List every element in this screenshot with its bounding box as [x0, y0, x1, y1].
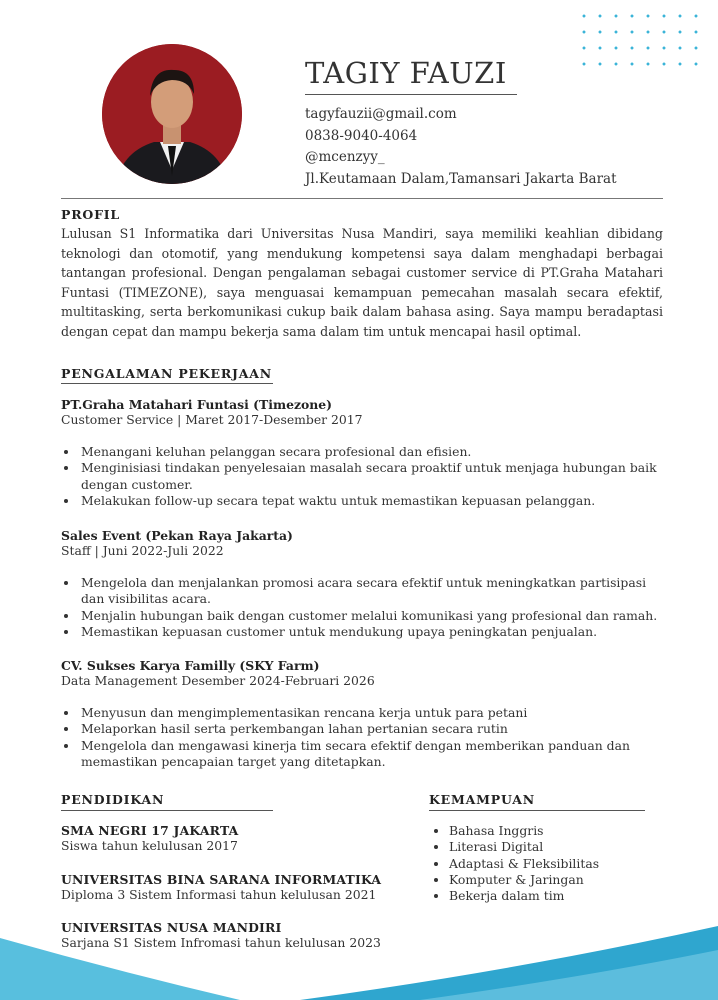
- profile-photo: [102, 44, 242, 184]
- experience-divider: [61, 383, 273, 384]
- job-duties: [61, 705, 661, 770]
- job-role: Customer Service | Maret 2017-Desember 2017: [61, 412, 363, 427]
- list-item: • Memastikan kepuasan customer untuk mendukung upaya peningkatan penjualan.: [79, 624, 661, 640]
- job-duties: [61, 575, 661, 640]
- job-duties: [61, 444, 661, 509]
- education-entry: [61, 823, 239, 853]
- list-item: • Melakukan follow-up secara tepat waktu untuk memastikan kepuasan pelanggan.: [79, 493, 661, 509]
- skills-divider: [429, 810, 645, 811]
- phone-text: 0838-9040-4064: [305, 127, 418, 144]
- list-item: • Menjalin hubungan baik dengan customer melalui komunikasi yang profesional dan ramah.: [79, 608, 661, 624]
- job-entry: [61, 528, 661, 640]
- school-detail: Diploma 3 Sistem Informasi tahun kelulusan 2021: [61, 887, 377, 902]
- job-entry: [61, 658, 661, 770]
- list-item: • Menginisiasi tindakan penyelesaian masalah secara proaktif untuk menjaga hubungan baik dengan customer.: [79, 460, 661, 493]
- list-item: • Menyusun dan mengimplementasikan rencana kerja untuk para petani: [79, 705, 661, 721]
- contact-block: [305, 104, 617, 190]
- job-role: Data Management Desember 2024-Februari 2026: [61, 673, 375, 688]
- education-heading: PENDIDIKAN: [61, 792, 165, 807]
- list-item: • Mengelola dan mengawasi kinerja tim secara efektif dengan memberikan panduan dan memastikan pencapaian target yang ditetapkan.: [79, 738, 661, 771]
- list-item: • Mengelola dan menjalankan promosi acara secara efektif untuk meningkatkan partisipasi dan visibilitas acara.: [79, 575, 661, 608]
- name-divider: [305, 94, 517, 95]
- person-portrait-icon: [102, 44, 242, 184]
- social-handle: @mcenzyy_: [305, 149, 385, 165]
- experience-heading: PENGALAMAN PEKERJAAN: [61, 366, 272, 381]
- school-detail: Sarjana S1 Sistem Infromasi tahun kelulusan 2023: [61, 935, 381, 950]
- job-company: Sales Event (Pekan Raya Jakarta): [61, 528, 293, 543]
- education-entry: [61, 872, 381, 902]
- school-name: SMA NEGRI 17 JAKARTA: [61, 823, 239, 838]
- list-item: • Bekerja dalam tim: [449, 888, 599, 904]
- job-company: PT.Graha Matahari Funtasi (Timezone): [61, 397, 333, 412]
- skills-list: [433, 823, 599, 904]
- job-role: Staff | Juni 2022-Juli 2022: [61, 543, 224, 558]
- profile-heading: PROFIL: [61, 207, 120, 222]
- job-entry: [61, 397, 661, 509]
- dot-grid-decoration: [576, 8, 706, 68]
- school-detail: Siswa tahun kelulusan 2017: [61, 838, 238, 853]
- list-item: • Literasi Digital: [449, 839, 599, 855]
- list-item: • Melaporkan hasil serta perkembangan lahan pertanian secara rutin: [79, 721, 661, 737]
- address-text: Jl.Keutamaan Dalam,Tamansari Jakarta Barat: [305, 170, 617, 187]
- candidate-name: TAGIY FAUZI: [305, 56, 507, 90]
- list-item: • Menangani keluhan pelanggan secara profesional dan efisien.: [79, 444, 661, 460]
- school-name: UNIVERSITAS BINA SARANA INFORMATIKA: [61, 872, 382, 887]
- list-item: • Komputer & Jaringan: [449, 872, 599, 888]
- list-item: • Adaptasi & Fleksibilitas: [449, 856, 599, 872]
- education-divider: [61, 810, 273, 811]
- list-item: • Bahasa Inggris: [449, 823, 599, 839]
- job-company: CV. Sukses Karya Familly (SKY Farm): [61, 658, 320, 673]
- header-divider: [61, 198, 663, 199]
- bottom-wave-decoration: [0, 920, 718, 1000]
- profile-text: Lulusan S1 Informatika dari Universitas Nusa Mandiri, saya memiliki keahlian dibidang teknologi dan otomotif, yang mendukung kompetensi saya dalam menghadapi berbagai tantangan profesional. Dengan pengalaman sebagai customer service di PT.Graha Matahari Funtasi (TIMEZONE), saya menguasai kemampuan pemecahan masalah secara efektif, multitasking, serta berkomunikasi cukup baik dalam bahasa asing. Saya mampu beradaptasi dengan cepat dan mampu bekerja sama dalam tim untuk mencapai hasil optimal.: [61, 226, 663, 339]
- school-name: UNIVERSITAS NUSA MANDIRI: [61, 920, 282, 935]
- email-text[interactable]: tagyfauzii@gmail.com: [305, 106, 457, 122]
- skills-heading: KEMAMPUAN: [429, 792, 536, 807]
